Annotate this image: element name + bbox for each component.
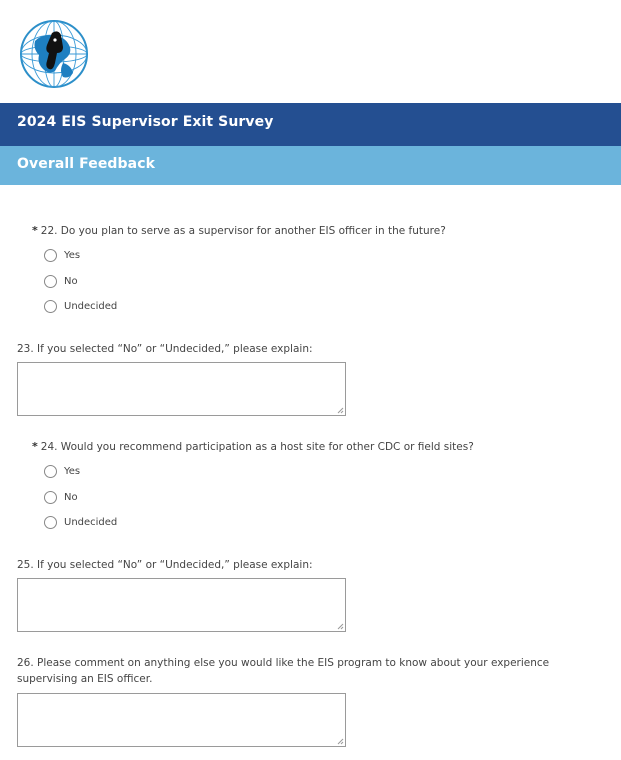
option-label: Undecided bbox=[64, 516, 118, 528]
question-26 bbox=[17, 655, 549, 687]
question-22 bbox=[32, 223, 446, 239]
option-label: No bbox=[64, 491, 78, 503]
question-24 bbox=[32, 439, 474, 455]
resize-handle-icon[interactable] bbox=[336, 622, 344, 630]
required-marker: * bbox=[32, 224, 38, 237]
radio-button[interactable] bbox=[44, 275, 57, 288]
option-label: No bbox=[64, 275, 78, 287]
globe-logo bbox=[19, 19, 89, 89]
q25-explain-textarea[interactable] bbox=[17, 578, 346, 632]
radio-button[interactable] bbox=[44, 516, 57, 529]
survey-title: 2024 EIS Supervisor Exit Survey bbox=[17, 114, 274, 130]
q24-option-undecided[interactable] bbox=[44, 514, 117, 530]
option-label: Yes bbox=[64, 249, 81, 261]
resize-handle-icon[interactable] bbox=[336, 406, 344, 414]
question-23-text: 23. If you selected “No” or “Undecided,” please explain: bbox=[17, 343, 313, 355]
q26-comment-textarea[interactable] bbox=[17, 693, 346, 747]
question-22-text: 22. Do you plan to serve as a supervisor for another EIS officer in the future? bbox=[40, 225, 446, 237]
q22-option-undecided[interactable] bbox=[44, 298, 117, 314]
q22-option-yes[interactable] bbox=[44, 247, 80, 263]
option-label: Yes bbox=[64, 465, 81, 477]
resize-handle-icon[interactable] bbox=[336, 737, 344, 745]
radio-button[interactable] bbox=[44, 300, 57, 313]
required-marker: * bbox=[32, 440, 38, 453]
question-25-text: 25. If you selected “No” or “Undecided,” please explain: bbox=[17, 559, 313, 571]
radio-button[interactable] bbox=[44, 491, 57, 504]
question-26-text-line2: supervising an EIS officer. bbox=[17, 673, 153, 685]
q23-explain-textarea[interactable] bbox=[17, 362, 346, 416]
globe-logo-icon bbox=[19, 19, 89, 89]
q24-option-no[interactable] bbox=[44, 489, 78, 505]
radio-button[interactable] bbox=[44, 465, 57, 478]
question-26-text-line1: 26. Please comment on anything else you would like the EIS program to know about your experience bbox=[17, 657, 550, 669]
radio-button[interactable] bbox=[44, 249, 57, 262]
section-title: Overall Feedback bbox=[17, 156, 156, 172]
q22-option-no[interactable] bbox=[44, 273, 78, 289]
question-24-text: 24. Would you recommend participation as a host site for other CDC or field sites? bbox=[40, 441, 474, 453]
q24-option-yes[interactable] bbox=[44, 463, 80, 479]
option-label: Undecided bbox=[64, 300, 118, 312]
